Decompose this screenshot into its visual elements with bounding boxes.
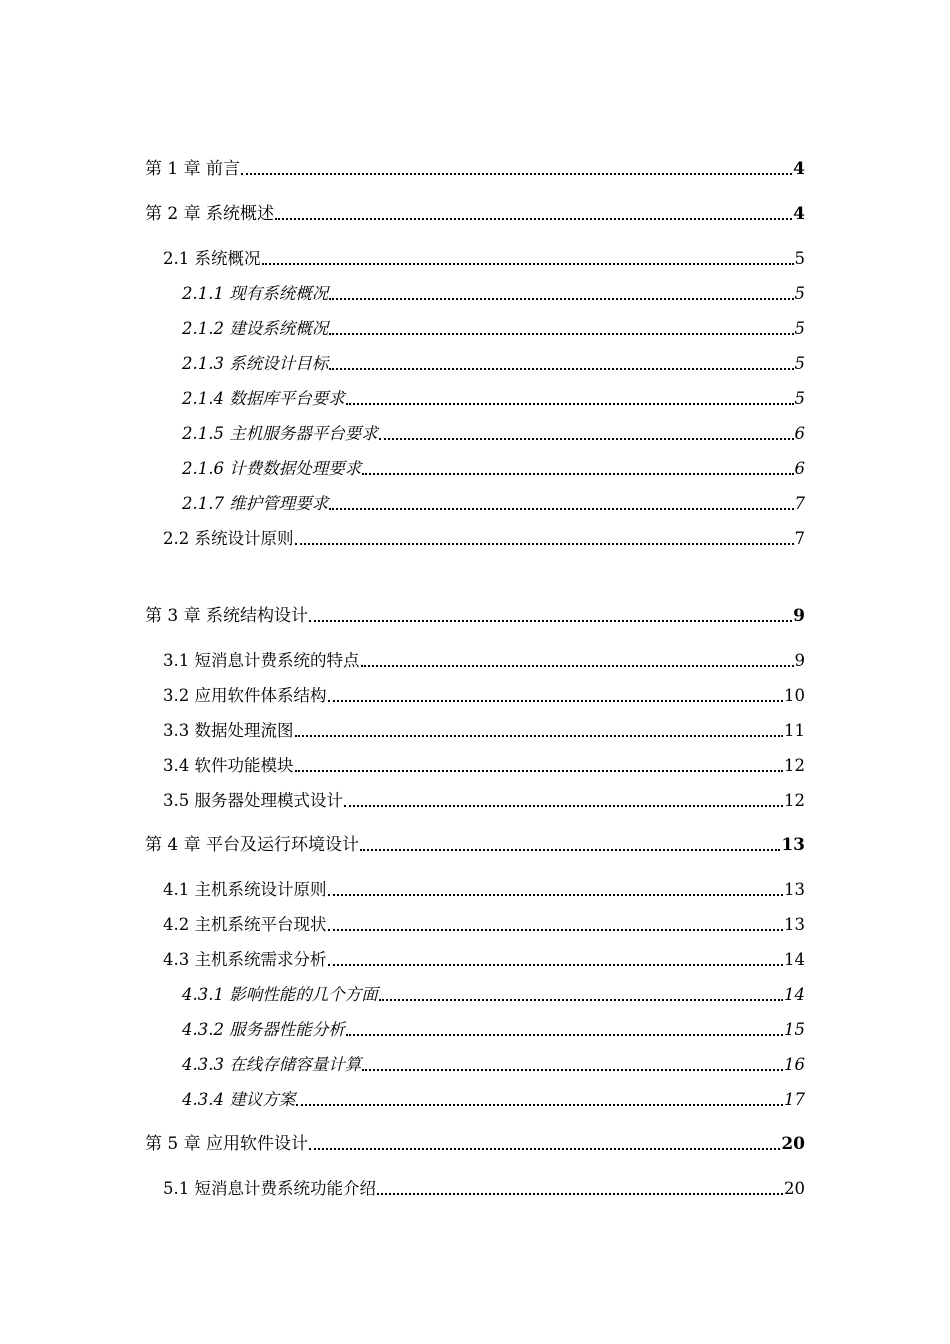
toc-leader-dots — [346, 1034, 783, 1036]
toc-page-number: 7 — [794, 529, 805, 548]
toc-leader-dots — [296, 1104, 783, 1106]
toc-entry-title: 4.3.3 在线存储容量计算 — [182, 1055, 362, 1074]
toc-page-number: 16 — [784, 1055, 805, 1074]
toc-entry-title: 2.1.6 计费数据处理要求 — [182, 459, 362, 478]
toc-leader-dots — [329, 298, 793, 300]
toc-page-number: 5 — [794, 389, 805, 408]
toc-entry-4-3-2[interactable] — [182, 1019, 805, 1041]
toc-leader-dots — [328, 929, 784, 931]
toc-entry-title: 2.1.2 建设系统概况 — [182, 319, 329, 338]
toc-entry-2-1-4[interactable] — [182, 388, 805, 410]
toc-entry-4-3-4[interactable] — [182, 1089, 805, 1111]
toc-entry-4-3-3[interactable] — [182, 1054, 805, 1076]
toc-entry-2-2[interactable] — [163, 528, 805, 550]
toc-entry-4-1[interactable] — [163, 879, 805, 901]
toc-leader-dots — [262, 263, 794, 265]
toc-entry-title: 4.1 主机系统设计原则 — [163, 880, 327, 899]
toc-page-number: 14 — [784, 950, 805, 969]
toc-entry-4-3-1[interactable] — [182, 984, 805, 1006]
toc-leader-dots — [344, 805, 783, 807]
toc-entry-chapter-2[interactable] — [145, 203, 805, 225]
toc-page-number: 12 — [784, 756, 805, 775]
toc-entry-3-3[interactable] — [163, 720, 805, 742]
toc-page-number: 6 — [794, 424, 805, 443]
toc-entry-2-1-3[interactable] — [182, 353, 805, 375]
toc-page-number: 6 — [794, 459, 805, 478]
toc-page-number: 5 — [794, 354, 805, 373]
toc-leader-dots — [295, 543, 794, 545]
toc-entry-2-1-5[interactable] — [182, 423, 805, 445]
toc-entry-title: 3.4 软件功能模块 — [163, 756, 294, 775]
toc-page-number: 13 — [781, 835, 805, 855]
toc-page-number: 9 — [793, 606, 805, 626]
toc-entry-2-1-6[interactable] — [182, 458, 805, 480]
toc-entry-4-3[interactable] — [163, 949, 805, 971]
toc-page-number: 7 — [794, 494, 805, 513]
toc-leader-dots — [241, 173, 792, 175]
toc-entry-2-1[interactable] — [163, 248, 805, 270]
toc-entry-title: 2.1.5 主机服务器平台要求 — [182, 424, 378, 443]
toc-entry-title: 2.1.4 数据库平台要求 — [182, 389, 345, 408]
toc-entry-3-1[interactable] — [163, 650, 805, 672]
toc-entry-4-2[interactable] — [163, 914, 805, 936]
toc-leader-dots — [329, 333, 793, 335]
toc-page-number: 13 — [784, 915, 805, 934]
toc-entry-title: 2.1.1 现有系统概况 — [182, 284, 329, 303]
toc-entry-title: 2.2 系统设计原则 — [163, 529, 294, 548]
toc-entry-3-5[interactable] — [163, 790, 805, 812]
toc-leader-dots — [362, 473, 793, 475]
toc-entry-title: 4.2 主机系统平台现状 — [163, 915, 327, 934]
toc-page-number: 5 — [794, 249, 805, 268]
toc-entry-title: 第 5 章 应用软件设计 — [145, 1134, 309, 1154]
toc-entry-title: 3.3 数据处理流图 — [163, 721, 294, 740]
toc-leader-dots — [309, 620, 792, 622]
toc-leader-dots — [328, 894, 784, 896]
toc-leader-dots — [295, 735, 784, 737]
toc-entry-title: 4.3 主机系统需求分析 — [163, 950, 327, 969]
toc-entry-2-1-7[interactable] — [182, 493, 805, 515]
toc-entry-title: 第 2 章 系统概述 — [145, 204, 275, 224]
toc-page-number: 10 — [784, 686, 805, 705]
toc-entry-title: 第 3 章 系统结构设计 — [145, 606, 309, 626]
toc-page-number: 20 — [781, 1134, 805, 1154]
toc-leader-dots — [377, 1193, 783, 1195]
toc-entry-title: 3.5 服务器处理模式设计 — [163, 791, 343, 810]
toc-leader-dots — [309, 1148, 780, 1150]
toc-leader-dots — [329, 508, 793, 510]
toc-page-number: 14 — [784, 985, 805, 1004]
toc-leader-dots — [362, 1069, 783, 1071]
toc-page-number: 17 — [784, 1090, 805, 1109]
toc-leader-dots — [275, 218, 792, 220]
toc-entry-chapter-1[interactable] — [145, 158, 805, 180]
toc-page-number: 5 — [794, 284, 805, 303]
toc-entry-title: 第 1 章 前言 — [145, 159, 241, 179]
toc-leader-dots — [328, 964, 784, 966]
toc-entry-chapter-5[interactable] — [145, 1133, 805, 1155]
toc-entry-title: 第 4 章 平台及运行环境设计 — [145, 835, 360, 855]
toc-leader-dots — [346, 403, 794, 405]
toc-page-number: 9 — [794, 651, 805, 670]
toc-entry-3-2[interactable] — [163, 685, 805, 707]
toc-page-number: 4 — [793, 204, 805, 224]
toc-leader-dots — [379, 438, 794, 440]
toc-page-number: 15 — [784, 1020, 805, 1039]
toc-leader-dots — [379, 999, 783, 1001]
toc-entry-5-1[interactable] — [163, 1178, 805, 1200]
toc-entry-title: 4.3.2 服务器性能分析 — [182, 1020, 345, 1039]
toc-page-number: 20 — [784, 1179, 805, 1198]
toc-page-number: 11 — [784, 721, 805, 740]
toc-entry-2-1-1[interactable] — [182, 283, 805, 305]
toc-page-number: 5 — [794, 319, 805, 338]
toc-entry-chapter-3[interactable] — [145, 605, 805, 627]
toc-entry-title: 5.1 短消息计费系统功能介绍 — [163, 1179, 376, 1198]
toc-entry-title: 2.1.3 系统设计目标 — [182, 354, 329, 373]
toc-page-number: 13 — [784, 880, 805, 899]
toc-entry-title: 3.1 短消息计费系统的特点 — [163, 651, 360, 670]
toc-entry-title: 3.2 应用软件体系结构 — [163, 686, 327, 705]
toc-page-number: 4 — [793, 159, 805, 179]
toc-entry-3-4[interactable] — [163, 755, 805, 777]
toc-entry-title: 2.1 系统概况 — [163, 249, 261, 268]
toc-entry-2-1-2[interactable] — [182, 318, 805, 340]
toc-entry-title: 2.1.7 维护管理要求 — [182, 494, 329, 513]
toc-leader-dots — [360, 849, 780, 851]
toc-leader-dots — [329, 368, 793, 370]
toc-leader-dots — [361, 665, 794, 667]
toc-leader-dots — [295, 770, 784, 772]
toc-page-number: 12 — [784, 791, 805, 810]
toc-entry-title: 4.3.4 建议方案 — [182, 1090, 296, 1109]
toc-leader-dots — [328, 700, 784, 702]
toc-entry-title: 4.3.1 影响性能的几个方面 — [182, 985, 378, 1004]
toc-entry-chapter-4[interactable] — [145, 834, 805, 856]
